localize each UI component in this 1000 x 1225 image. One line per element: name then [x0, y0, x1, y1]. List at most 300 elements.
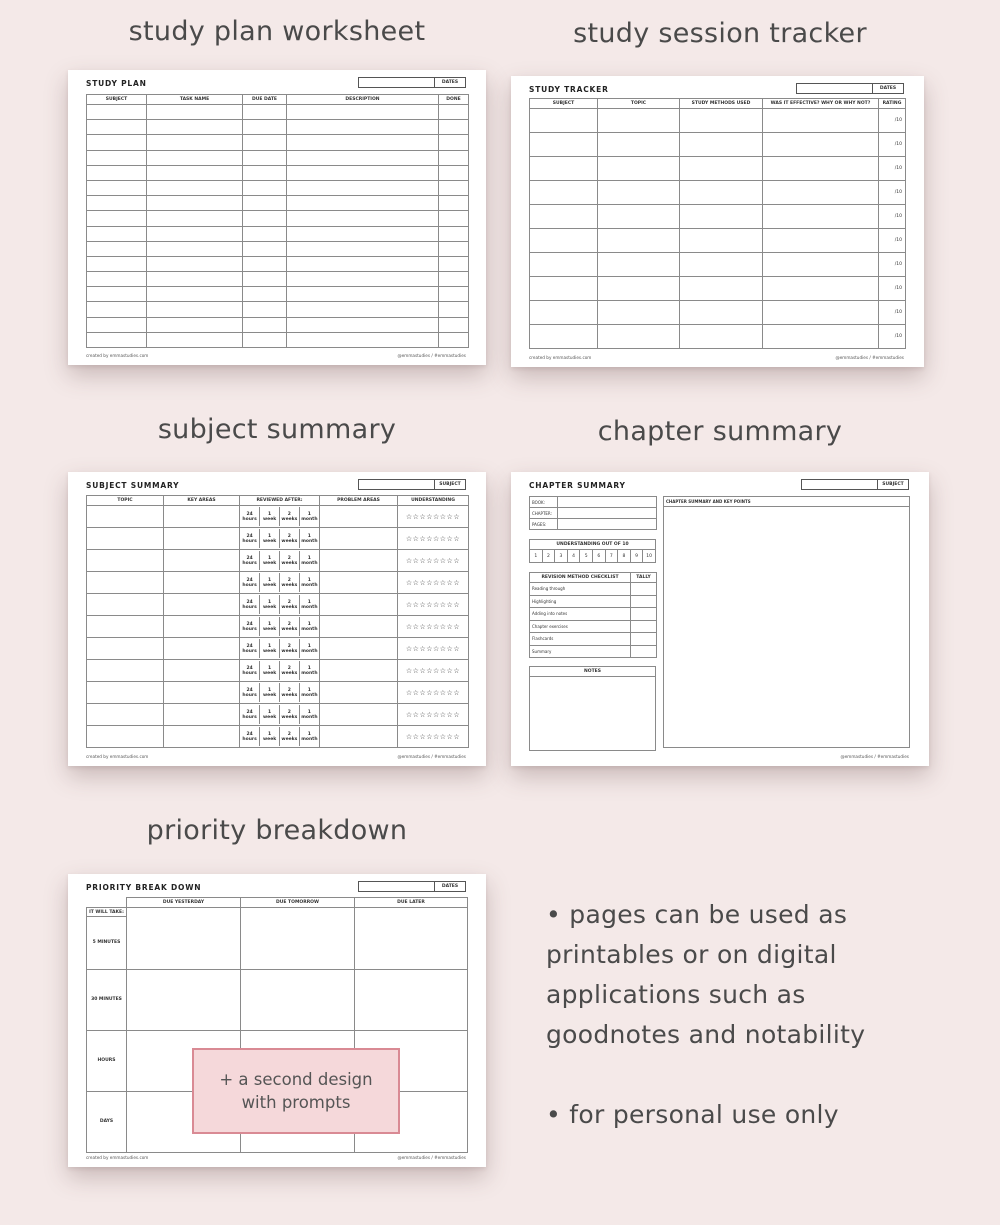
- table-row: [87, 528, 469, 550]
- review-unit: hours: [242, 670, 257, 676]
- problem-areas-cell[interactable]: [320, 616, 398, 638]
- table-cell[interactable]: [87, 317, 147, 332]
- table-cell[interactable]: [287, 287, 439, 302]
- review-checkbox[interactable]: [299, 595, 319, 614]
- table-cell[interactable]: [87, 165, 147, 180]
- column-header: SUBJECT: [530, 99, 598, 109]
- table-cell[interactable]: [287, 317, 439, 332]
- info-value[interactable]: [558, 497, 657, 508]
- table-cell[interactable]: [243, 165, 287, 180]
- key-areas-cell[interactable]: [164, 506, 240, 528]
- table-cell[interactable]: [530, 301, 598, 325]
- table-row: [87, 704, 469, 726]
- review-checkbox[interactable]: [299, 551, 319, 570]
- understanding-label: UNDERSTANDING OUT OF 10: [530, 540, 656, 550]
- time-label: 5 MINUTES: [87, 917, 127, 970]
- table-cell[interactable]: [598, 181, 680, 205]
- table-cell[interactable]: [287, 180, 439, 195]
- table-cell[interactable]: [530, 133, 598, 157]
- tally-cell[interactable]: [631, 645, 657, 658]
- review-unit: hours: [242, 648, 257, 654]
- table-cell[interactable]: [147, 180, 243, 195]
- problem-areas-cell[interactable]: [320, 594, 398, 616]
- table-cell[interactable]: [439, 105, 469, 120]
- info-row: [530, 497, 657, 508]
- review-amount: 24: [246, 643, 253, 649]
- table-cell[interactable]: [243, 196, 287, 211]
- table-cell[interactable]: [147, 287, 243, 302]
- review-checkbox[interactable]: [240, 661, 260, 680]
- key-areas-cell[interactable]: [164, 704, 240, 726]
- table-row: [87, 594, 469, 616]
- notes-table: [529, 666, 656, 751]
- table-cell[interactable]: [598, 277, 680, 301]
- scale-cell[interactable]: 10: [643, 550, 656, 563]
- review-checkbox[interactable]: [260, 573, 280, 592]
- review-checkbox[interactable]: [280, 551, 300, 570]
- footer-handle: @emmastudies / #emmastudies: [397, 353, 466, 358]
- problem-areas-cell[interactable]: [320, 528, 398, 550]
- table-cell[interactable]: [680, 205, 763, 229]
- table-cell[interactable]: [530, 229, 598, 253]
- table-cell[interactable]: [763, 157, 879, 181]
- table-cell[interactable]: [87, 120, 147, 135]
- topic-cell[interactable]: [87, 704, 164, 726]
- star-rating[interactable]: ☆☆☆☆☆☆☆☆: [398, 704, 469, 726]
- review-checkbox[interactable]: [280, 661, 300, 680]
- review-checkbox[interactable]: [260, 529, 280, 548]
- table-cell[interactable]: [763, 205, 879, 229]
- review-checkbox[interactable]: [299, 529, 319, 548]
- table-cell[interactable]: [147, 226, 243, 241]
- topic-cell[interactable]: [87, 550, 164, 572]
- scale-cell[interactable]: 9: [630, 550, 643, 563]
- table-cell[interactable]: [530, 109, 598, 133]
- priority-cell[interactable]: [355, 970, 468, 1031]
- table-cell[interactable]: [243, 302, 287, 317]
- reviewed-cell: [240, 616, 320, 638]
- review-checkbox[interactable]: [280, 507, 300, 526]
- review-checkbox[interactable]: [260, 639, 280, 658]
- tally-cell[interactable]: [631, 633, 657, 646]
- table-cell[interactable]: [680, 157, 763, 181]
- time-label: HOURS: [87, 1031, 127, 1092]
- review-checkbox[interactable]: [260, 551, 280, 570]
- it-will-take-row: [87, 908, 468, 917]
- star-rating[interactable]: ☆☆☆☆☆☆☆☆: [398, 682, 469, 704]
- review-checkbox[interactable]: [299, 507, 319, 526]
- table-cell[interactable]: [147, 165, 243, 180]
- review-checkbox[interactable]: [240, 617, 260, 636]
- priority-cell[interactable]: [127, 908, 241, 970]
- problem-areas-cell[interactable]: [320, 550, 398, 572]
- topic-cell[interactable]: [87, 616, 164, 638]
- sheet-title: STUDY TRACKER: [529, 85, 609, 94]
- star-rating[interactable]: ☆☆☆☆☆☆☆☆: [398, 616, 469, 638]
- review-checkbox[interactable]: [240, 595, 260, 614]
- key-areas-cell[interactable]: [164, 572, 240, 594]
- review-checkbox[interactable]: [260, 595, 280, 614]
- table-cell[interactable]: [147, 120, 243, 135]
- review-unit: month: [301, 670, 318, 676]
- table-cell[interactable]: [763, 277, 879, 301]
- column-header: RATING: [879, 99, 906, 109]
- tally-cell[interactable]: [631, 583, 657, 596]
- table-cell[interactable]: [243, 105, 287, 120]
- review-checkbox[interactable]: [280, 573, 300, 592]
- table-cell[interactable]: [530, 205, 598, 229]
- scale-cell[interactable]: 5: [580, 550, 593, 563]
- table-cell[interactable]: [87, 302, 147, 317]
- table-cell[interactable]: [287, 120, 439, 135]
- tally-cell[interactable]: [631, 595, 657, 608]
- review-checkbox[interactable]: [240, 529, 260, 548]
- table-cell[interactable]: [287, 332, 439, 347]
- table-cell[interactable]: [439, 180, 469, 195]
- review-checkbox[interactable]: [280, 727, 300, 746]
- review-unit: weeks: [281, 604, 298, 610]
- review-checkbox[interactable]: [299, 573, 319, 592]
- table-cell[interactable]: [598, 253, 680, 277]
- info-value[interactable]: [558, 519, 657, 530]
- rating-cell[interactable]: /10: [879, 205, 906, 229]
- rating-cell[interactable]: /10: [879, 109, 906, 133]
- star-rating[interactable]: ☆☆☆☆☆☆☆☆: [398, 550, 469, 572]
- star-rating[interactable]: ☆☆☆☆☆☆☆☆: [398, 506, 469, 528]
- key-areas-cell[interactable]: [164, 726, 240, 748]
- table-row: [87, 165, 469, 180]
- review-unit: hours: [242, 582, 257, 588]
- table-cell[interactable]: [287, 302, 439, 317]
- table-row: [530, 205, 906, 229]
- table-cell[interactable]: [243, 120, 287, 135]
- checklist-item: Reading through: [530, 583, 631, 596]
- table-cell[interactable]: [439, 317, 469, 332]
- table-cell[interactable]: [598, 157, 680, 181]
- key-areas-cell[interactable]: [164, 660, 240, 682]
- problem-areas-cell[interactable]: [320, 638, 398, 660]
- table-cell[interactable]: [87, 196, 147, 211]
- table-cell[interactable]: [287, 241, 439, 256]
- problem-areas-cell[interactable]: [320, 704, 398, 726]
- table-cell[interactable]: [87, 135, 147, 150]
- table-row: [87, 241, 469, 256]
- table-cell[interactable]: [147, 332, 243, 347]
- key-areas-cell[interactable]: [164, 616, 240, 638]
- rating-cell[interactable]: /10: [879, 229, 906, 253]
- table-cell[interactable]: [763, 325, 879, 349]
- checklist-item: Chapter exercises: [530, 620, 631, 633]
- star-rating[interactable]: ☆☆☆☆☆☆☆☆: [398, 726, 469, 748]
- scale-cell[interactable]: 3: [555, 550, 568, 563]
- problem-areas-cell[interactable]: [320, 682, 398, 704]
- review-checkbox[interactable]: [280, 683, 300, 702]
- rating-cell[interactable]: /10: [879, 181, 906, 205]
- review-checkbox[interactable]: [240, 705, 260, 724]
- scale-cell[interactable]: 7: [605, 550, 618, 563]
- table-cell[interactable]: [439, 135, 469, 150]
- review-checkbox[interactable]: [299, 639, 319, 658]
- star-rating[interactable]: ☆☆☆☆☆☆☆☆: [398, 572, 469, 594]
- table-cell[interactable]: [243, 135, 287, 150]
- table-cell[interactable]: [680, 301, 763, 325]
- info-label: CHAPTER:: [530, 508, 558, 519]
- topic-cell[interactable]: [87, 506, 164, 528]
- table-cell[interactable]: [287, 105, 439, 120]
- review-amount: 1: [268, 555, 272, 561]
- review-checkbox[interactable]: [280, 639, 300, 658]
- table-cell[interactable]: [598, 325, 680, 349]
- review-checkbox[interactable]: [299, 617, 319, 636]
- review-checkbox[interactable]: [240, 683, 260, 702]
- review-checkbox[interactable]: [280, 617, 300, 636]
- priority-cell[interactable]: [127, 970, 241, 1031]
- study-tracker-table: [529, 98, 906, 349]
- table-cell[interactable]: [147, 317, 243, 332]
- review-amount: 1: [268, 511, 272, 517]
- checklist-row: [530, 595, 657, 608]
- review-checkbox[interactable]: [240, 551, 260, 570]
- table-cell[interactable]: [243, 287, 287, 302]
- reviewed-cell: [240, 726, 320, 748]
- table-row: [87, 180, 469, 195]
- summary-header: CHAPTER SUMMARY AND KEY POINTS: [664, 497, 910, 507]
- review-checkbox[interactable]: [240, 639, 260, 658]
- review-unit: weeks: [281, 692, 298, 698]
- table-cell[interactable]: [530, 157, 598, 181]
- table-cell[interactable]: [243, 226, 287, 241]
- table-cell[interactable]: [439, 196, 469, 211]
- tally-cell[interactable]: [631, 620, 657, 633]
- table-cell[interactable]: [439, 287, 469, 302]
- scale-cell[interactable]: 2: [542, 550, 555, 563]
- table-cell[interactable]: [439, 226, 469, 241]
- table-cell[interactable]: [763, 181, 879, 205]
- scale-cell[interactable]: 1: [530, 550, 543, 563]
- table-cell[interactable]: [287, 256, 439, 271]
- priority-row: [87, 970, 468, 1031]
- table-cell[interactable]: [763, 133, 879, 157]
- review-checkbox[interactable]: [299, 683, 319, 702]
- table-cell[interactable]: [147, 105, 243, 120]
- review-checkbox[interactable]: [260, 705, 280, 724]
- priority-cell[interactable]: [355, 908, 468, 970]
- table-cell[interactable]: [287, 272, 439, 287]
- chapter-summary-sheet: [511, 472, 929, 766]
- review-checkbox[interactable]: [260, 661, 280, 680]
- table-cell[interactable]: [287, 196, 439, 211]
- table-cell[interactable]: [147, 241, 243, 256]
- table-row: [87, 682, 469, 704]
- key-areas-cell[interactable]: [164, 682, 240, 704]
- review-unit: month: [301, 560, 318, 566]
- review-amount: 24: [246, 709, 253, 715]
- table-cell[interactable]: [598, 205, 680, 229]
- sheet-title: CHAPTER SUMMARY: [529, 481, 626, 490]
- review-checkbox[interactable]: [280, 529, 300, 548]
- topic-cell[interactable]: [87, 528, 164, 550]
- topic-cell[interactable]: [87, 594, 164, 616]
- review-checkbox[interactable]: [260, 727, 280, 746]
- table-cell[interactable]: [530, 181, 598, 205]
- review-checkbox[interactable]: [299, 727, 319, 746]
- table-cell[interactable]: [147, 196, 243, 211]
- table-cell[interactable]: [287, 135, 439, 150]
- table-cell[interactable]: [243, 317, 287, 332]
- review-checkbox[interactable]: [260, 683, 280, 702]
- summary-area[interactable]: [664, 507, 910, 748]
- table-cell[interactable]: [87, 272, 147, 287]
- table-cell[interactable]: [87, 241, 147, 256]
- col-due-tomorrow: DUE TOMORROW: [241, 898, 355, 908]
- table-cell[interactable]: [287, 165, 439, 180]
- key-areas-cell[interactable]: [164, 528, 240, 550]
- rating-cell[interactable]: /10: [879, 277, 906, 301]
- star-rating[interactable]: ☆☆☆☆☆☆☆☆: [398, 660, 469, 682]
- table-cell[interactable]: [680, 277, 763, 301]
- topic-cell[interactable]: [87, 660, 164, 682]
- rating-cell[interactable]: /10: [879, 301, 906, 325]
- review-amount: 1: [307, 599, 311, 605]
- heading-study-plan: study plan worksheet: [128, 16, 426, 47]
- table-cell[interactable]: [763, 109, 879, 133]
- table-cell[interactable]: [147, 135, 243, 150]
- table-cell[interactable]: [287, 150, 439, 165]
- tally-cell[interactable]: [631, 608, 657, 621]
- review-checkbox[interactable]: [299, 705, 319, 724]
- table-cell[interactable]: [763, 229, 879, 253]
- table-row: [530, 157, 906, 181]
- sheet-title: STUDY PLAN: [86, 79, 147, 88]
- review-checkbox[interactable]: [240, 573, 260, 592]
- table-cell[interactable]: [680, 229, 763, 253]
- table-cell[interactable]: [439, 165, 469, 180]
- table-cell[interactable]: [439, 241, 469, 256]
- table-row: [87, 272, 469, 287]
- table-cell[interactable]: [598, 229, 680, 253]
- reviewed-cell: [240, 660, 320, 682]
- priority-cell[interactable]: [241, 908, 355, 970]
- second-design-callout: [192, 1048, 400, 1134]
- table-cell[interactable]: [87, 211, 147, 226]
- problem-areas-cell[interactable]: [320, 660, 398, 682]
- review-unit: week: [262, 736, 277, 742]
- table-cell[interactable]: [147, 272, 243, 287]
- table-row: [530, 109, 906, 133]
- table-cell[interactable]: [287, 226, 439, 241]
- table-cell[interactable]: [87, 180, 147, 195]
- table-cell[interactable]: [439, 150, 469, 165]
- topic-cell[interactable]: [87, 638, 164, 660]
- table-cell[interactable]: [287, 211, 439, 226]
- table-cell[interactable]: [87, 332, 147, 347]
- rating-cell[interactable]: /10: [879, 133, 906, 157]
- review-amount: 1: [307, 665, 311, 671]
- star-rating[interactable]: ☆☆☆☆☆☆☆☆: [398, 594, 469, 616]
- table-cell[interactable]: [680, 325, 763, 349]
- table-cell[interactable]: [243, 256, 287, 271]
- key-areas-cell[interactable]: [164, 638, 240, 660]
- problem-areas-cell[interactable]: [320, 726, 398, 748]
- priority-cell[interactable]: [241, 970, 355, 1031]
- table-cell[interactable]: [598, 109, 680, 133]
- topic-cell[interactable]: [87, 572, 164, 594]
- rating-cell[interactable]: /10: [879, 325, 906, 349]
- table-cell[interactable]: [147, 150, 243, 165]
- problem-areas-cell[interactable]: [320, 506, 398, 528]
- star-rating[interactable]: ☆☆☆☆☆☆☆☆: [398, 528, 469, 550]
- table-cell[interactable]: [243, 241, 287, 256]
- review-checkbox[interactable]: [280, 595, 300, 614]
- scale-cell[interactable]: 8: [618, 550, 631, 563]
- table-cell[interactable]: [147, 211, 243, 226]
- table-cell[interactable]: [243, 332, 287, 347]
- review-checkbox[interactable]: [240, 507, 260, 526]
- review-checkbox[interactable]: [260, 617, 280, 636]
- table-cell[interactable]: [763, 253, 879, 277]
- table-cell[interactable]: [87, 226, 147, 241]
- table-cell[interactable]: [598, 301, 680, 325]
- review-amount: 2: [287, 621, 291, 627]
- table-cell[interactable]: [243, 272, 287, 287]
- rating-cell[interactable]: /10: [879, 157, 906, 181]
- notes-area[interactable]: [530, 677, 656, 751]
- table-cell[interactable]: [243, 211, 287, 226]
- table-cell[interactable]: [530, 325, 598, 349]
- scale-cell[interactable]: 6: [592, 550, 605, 563]
- table-cell[interactable]: [530, 253, 598, 277]
- table-cell[interactable]: [439, 332, 469, 347]
- table-cell[interactable]: [598, 133, 680, 157]
- review-checkbox[interactable]: [260, 507, 280, 526]
- review-checkbox[interactable]: [280, 705, 300, 724]
- table-cell[interactable]: [87, 287, 147, 302]
- table-cell[interactable]: [439, 256, 469, 271]
- rating-cell[interactable]: /10: [879, 253, 906, 277]
- table-cell[interactable]: [243, 180, 287, 195]
- table-cell[interactable]: [763, 301, 879, 325]
- key-areas-cell[interactable]: [164, 550, 240, 572]
- table-cell[interactable]: [439, 302, 469, 317]
- review-checkbox[interactable]: [299, 661, 319, 680]
- review-unit: month: [301, 604, 318, 610]
- table-cell[interactable]: [680, 253, 763, 277]
- table-cell[interactable]: [439, 211, 469, 226]
- table-cell[interactable]: [87, 150, 147, 165]
- table-cell[interactable]: [87, 105, 147, 120]
- info-value[interactable]: [558, 508, 657, 519]
- table-cell[interactable]: [680, 109, 763, 133]
- table-cell[interactable]: [530, 277, 598, 301]
- star-rating[interactable]: ☆☆☆☆☆☆☆☆: [398, 638, 469, 660]
- table-cell[interactable]: [680, 181, 763, 205]
- scale-cell[interactable]: 4: [567, 550, 580, 563]
- topic-cell[interactable]: [87, 726, 164, 748]
- review-unit: month: [301, 648, 318, 654]
- table-cell[interactable]: [680, 133, 763, 157]
- table-cell[interactable]: [439, 272, 469, 287]
- problem-areas-cell[interactable]: [320, 572, 398, 594]
- key-areas-cell[interactable]: [164, 594, 240, 616]
- topic-cell[interactable]: [87, 682, 164, 704]
- review-checkbox[interactable]: [240, 727, 260, 746]
- review-amount: 24: [246, 731, 253, 737]
- table-cell[interactable]: [439, 120, 469, 135]
- table-cell[interactable]: [147, 302, 243, 317]
- table-cell[interactable]: [147, 256, 243, 271]
- table-cell[interactable]: [87, 256, 147, 271]
- table-cell[interactable]: [243, 150, 287, 165]
